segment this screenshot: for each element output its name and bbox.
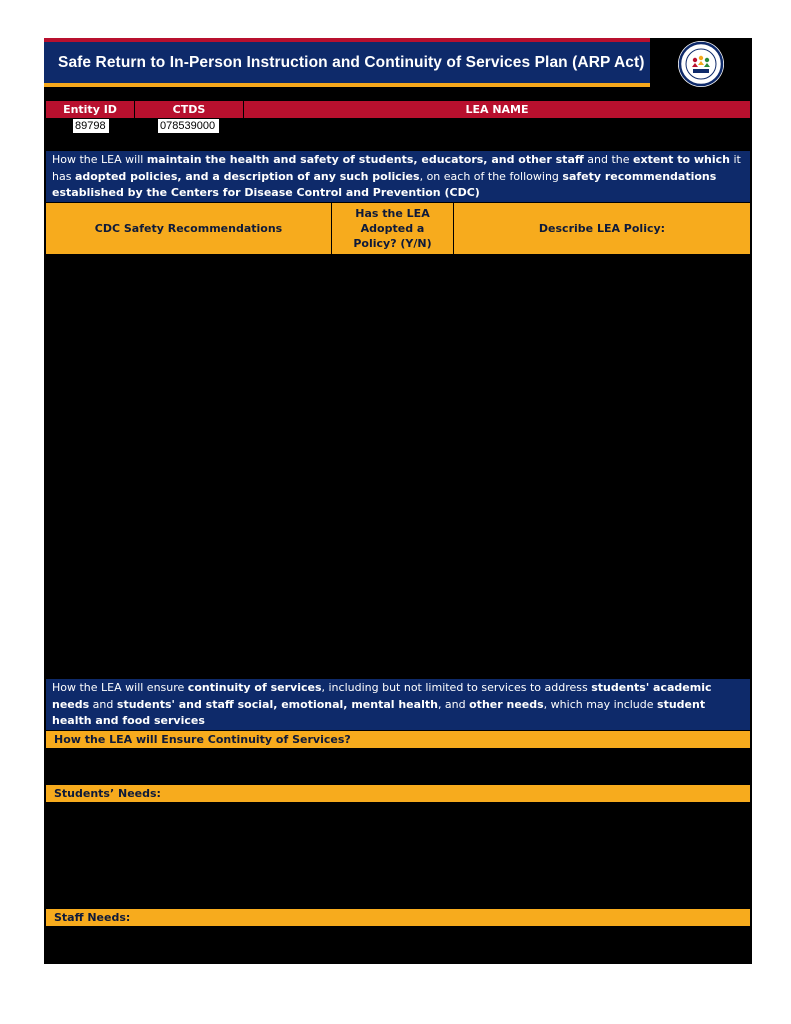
- continuity-services-bar: How the LEA will Ensure Continuity of Services?: [46, 731, 750, 748]
- lea-name-header: LEA NAME: [244, 101, 750, 118]
- continuity-description: How the LEA will ensure continuity of services, including but not limited to services to address students' academic needs and students' and staff social, emotional, mental health, and other needs, which may include student health and food services: [46, 679, 750, 730]
- col-describe-policy: Describe LEA Policy:: [454, 203, 750, 254]
- entity-id-header: Entity ID: [46, 101, 134, 118]
- state-seal-icon: [678, 41, 724, 87]
- students-needs-bar: Students’ Needs:: [46, 785, 750, 802]
- col-policy-adopted: Has the LEA Adopted a Policy? (Y/N): [332, 203, 453, 254]
- plan-sheet: [44, 38, 752, 964]
- health-safety-description: How the LEA will maintain the health and safety of students, educators, and other staff and the extent to which it has adopted policies, and a description of any such policies, on each of the following safety recommendations established by the Centers for Disease Control and Prevention (CDC): [46, 151, 750, 202]
- staff-needs-bar: Staff Needs:: [46, 909, 750, 926]
- header-banner: [44, 38, 650, 87]
- page-title: Safe Return to In-Person Instruction and Continuity of Services Plan (ARP Act): [58, 54, 645, 71]
- col-cdc-recommendations: CDC Safety Recommendations: [46, 203, 331, 254]
- ctds-header: CTDS: [135, 101, 243, 118]
- entity-id-value[interactable]: 89798: [73, 119, 109, 133]
- ctds-value[interactable]: 078539000: [158, 119, 219, 133]
